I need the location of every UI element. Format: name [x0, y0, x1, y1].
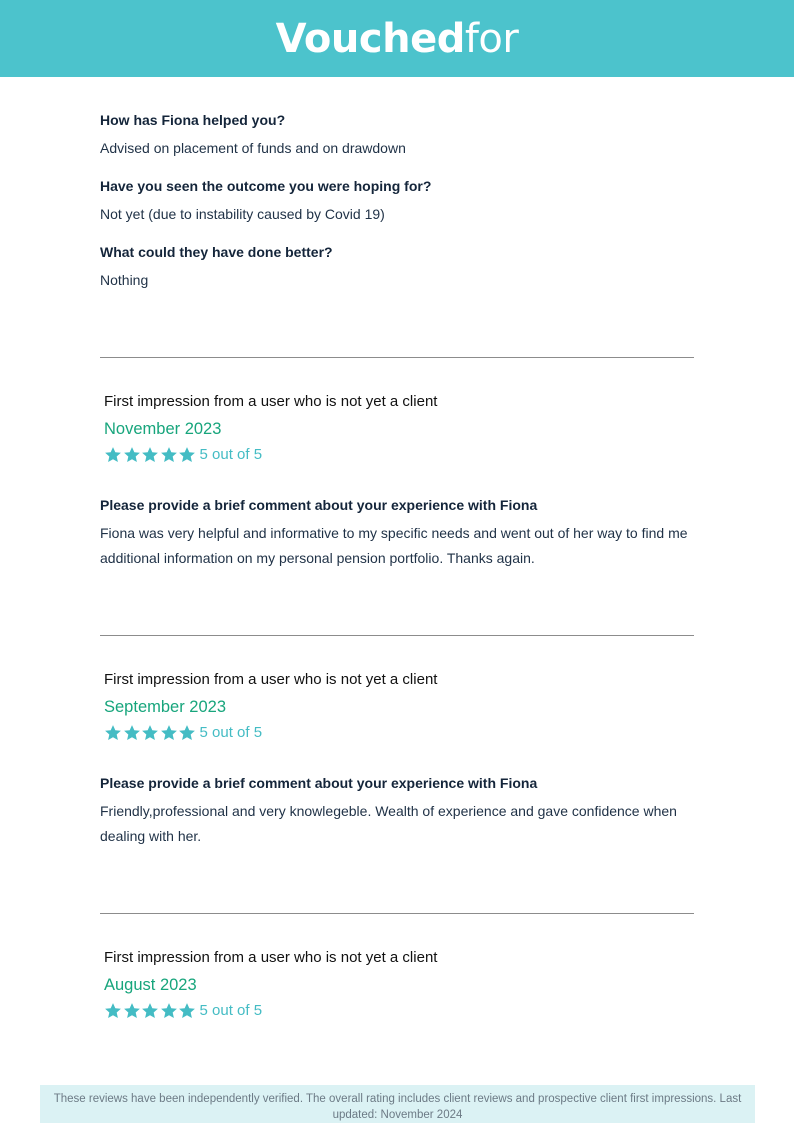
comment-text: Friendly,professional and very knowlegeble. Wealth of experience and gave confidence when dealing with her.	[100, 803, 677, 844]
qa-answer: Advised on placement of funds and on drawdown	[100, 140, 406, 156]
star-icon	[178, 446, 196, 464]
header-bar	[0, 0, 794, 77]
qa-question: What could they have done better?	[100, 244, 333, 260]
star-icon	[141, 446, 159, 464]
star-rating	[104, 1000, 704, 1022]
star-icon	[178, 1002, 196, 1020]
footer-text: These reviews have been independently verified. The overall rating includes client reviews and prospective client first impressions. Last updated: November 2024	[53, 1093, 742, 1121]
star-icon	[141, 1002, 159, 1020]
rating-text: 5 out of 5	[199, 446, 263, 463]
qa-answer: Not yet (due to instability caused by Covid 19)	[100, 206, 385, 222]
qa-item	[100, 111, 700, 157]
review-type: First impression from a user who is not yet a client	[104, 393, 438, 410]
comment-text: Fiona was very helpful and informative to my specific needs and went out of her way to find me additional information on my personal pension portfolio. Thanks again.	[100, 525, 688, 566]
review-type: First impression from a user who is not yet a client	[104, 671, 438, 688]
star-icon	[123, 1002, 141, 1020]
section-divider	[100, 635, 694, 636]
star-icon	[160, 1002, 178, 1020]
review-header	[104, 670, 704, 744]
qa-item	[100, 243, 700, 289]
logo-bold-text: Vouched	[275, 15, 465, 62]
star-icon	[160, 724, 178, 742]
star-icon	[104, 724, 122, 742]
rating-text: 5 out of 5	[199, 1002, 263, 1019]
star-icon	[104, 446, 122, 464]
qa-question: Have you seen the outcome you were hoping for?	[100, 178, 432, 194]
review-type: First impression from a user who is not yet a client	[104, 949, 438, 966]
qa-answer: Nothing	[100, 272, 149, 288]
verification-footer	[40, 1085, 755, 1123]
review-comment	[100, 496, 700, 571]
logo-light-text: for	[464, 15, 519, 62]
vouchedfor-logo	[275, 15, 519, 62]
review-date: September 2023	[104, 698, 227, 716]
review-date: August 2023	[104, 976, 197, 994]
comment-question: Please provide a brief comment about your experience with Fiona	[100, 497, 538, 513]
qa-item	[100, 177, 700, 223]
star-icon	[178, 724, 196, 742]
review-header	[104, 392, 704, 466]
star-icon	[141, 724, 159, 742]
qa-question: How has Fiona helped you?	[100, 112, 286, 128]
star-rating	[104, 444, 704, 466]
comment-question: Please provide a brief comment about your experience with Fiona	[100, 775, 538, 791]
star-rating	[104, 722, 704, 744]
star-icon	[123, 446, 141, 464]
star-icon	[104, 1002, 122, 1020]
section-divider	[100, 913, 694, 914]
star-icon	[160, 446, 178, 464]
review-header	[104, 948, 704, 1022]
section-divider	[100, 357, 694, 358]
star-icon	[123, 724, 141, 742]
review-date: November 2023	[104, 420, 222, 438]
review-comment	[100, 774, 700, 849]
rating-text: 5 out of 5	[199, 724, 263, 741]
